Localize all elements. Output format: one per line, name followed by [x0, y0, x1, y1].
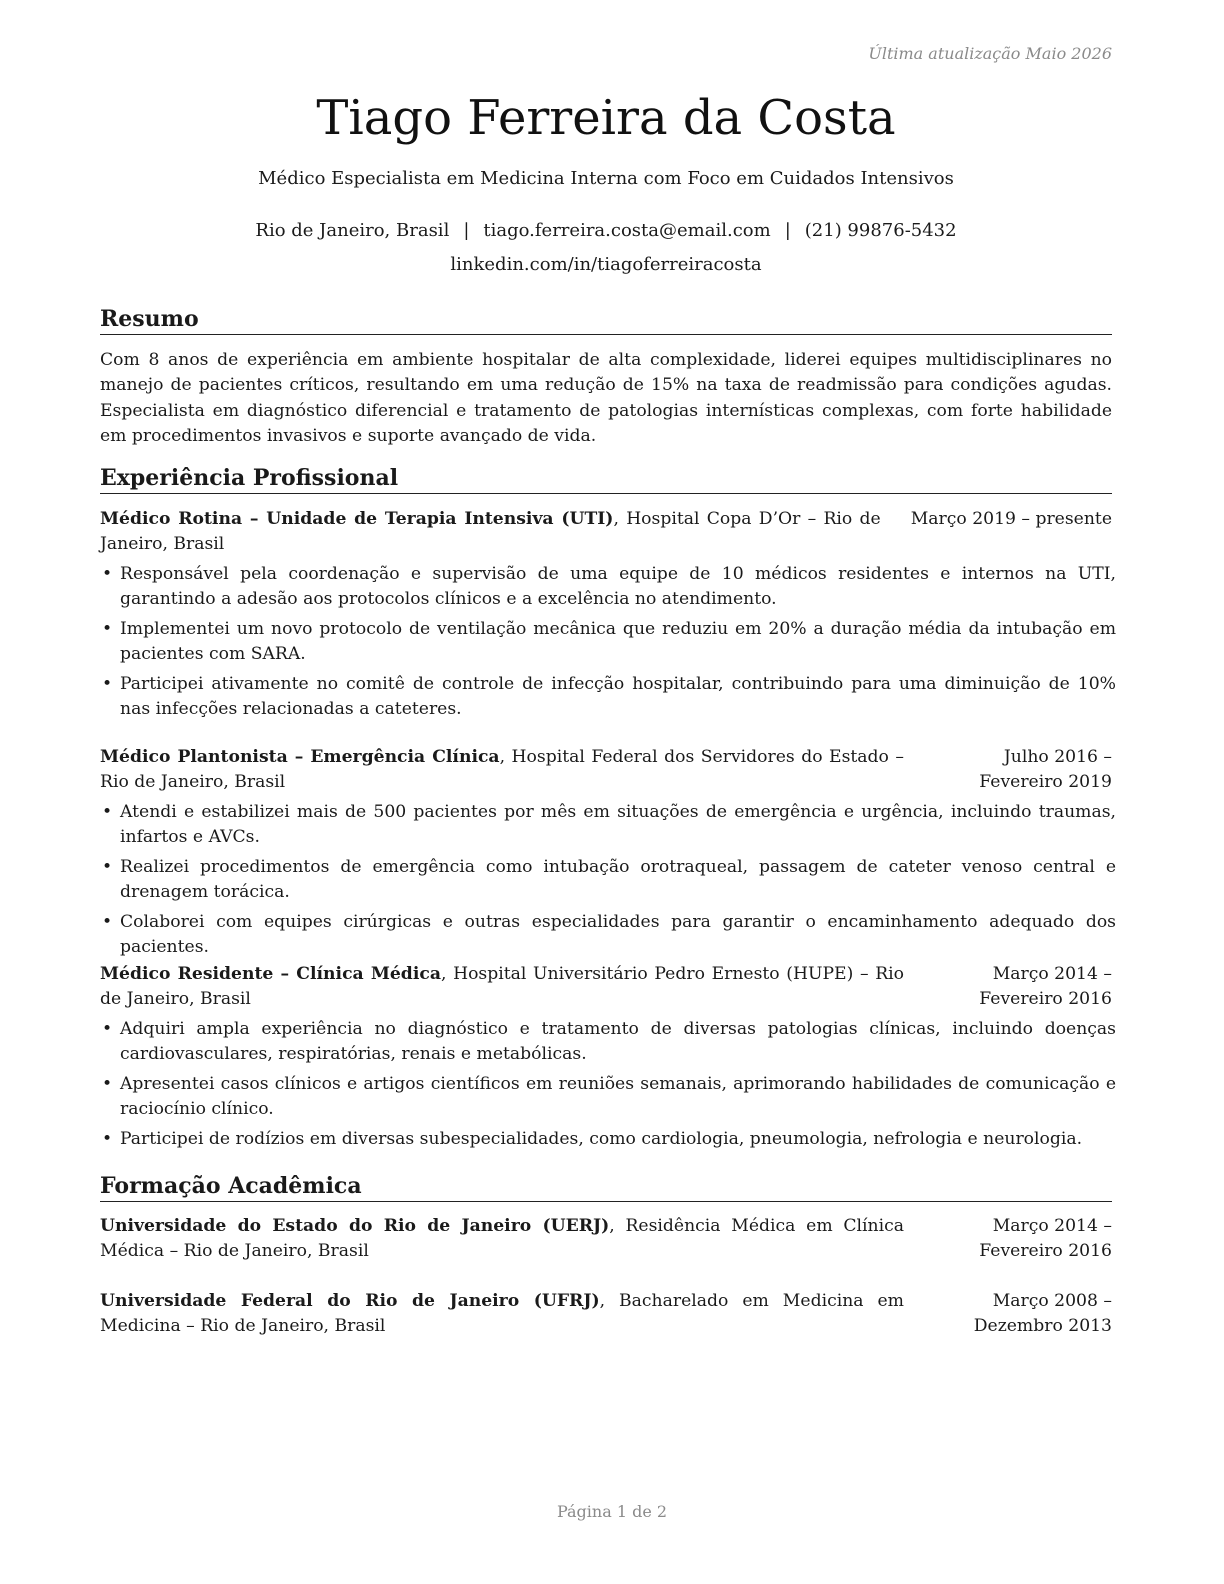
entry-title: [100, 1289, 934, 1339]
bullet-text: Colaborei com equipes cirúrgicas e outras especialidades para garantir o encaminhamento adequado dos pacientes.: [120, 912, 1116, 957]
bullet-list: [100, 1017, 1116, 1152]
bullet-text: Apresentei casos clínicos e artigos científicos em reuniões semanais, aprimorando habilidades de comunicação e raciocínio clínico.: [120, 1074, 1116, 1119]
job-place: , Hospital Federal dos Servidores do Estado – Rio de Janeiro, Brasil: [100, 747, 904, 792]
entry-title: [100, 507, 911, 557]
education-entry: [100, 1214, 1112, 1264]
entry-title: [100, 1214, 934, 1264]
bullet-text: Adquiri ampla experiência no diagnóstico e tratamento de diversas patologias clínicas, incluindo doenças cardiovasculares, respiratórias, renais e metabólicas.: [120, 1019, 1116, 1064]
job-role: Médico Residente – Clínica Médica: [100, 964, 441, 984]
bullet-text: Atendi e estabilizei mais de 500 pacientes por mês em situações de emergência e urgência, incluindo traumas, infartos e AVCs.: [120, 802, 1116, 847]
job-dates: Julho 2016 – Fevereiro 2019: [979, 747, 1112, 792]
bullet-item: [100, 1072, 1116, 1122]
entry-header: [100, 507, 1112, 557]
bullet-dot: •: [102, 674, 113, 694]
location: Rio de Janeiro, Brasil: [255, 220, 450, 241]
bullet-item: [100, 562, 1116, 612]
school-name: Universidade do Estado do Rio de Janeiro (UERJ): [100, 1216, 610, 1236]
bullet-item: [100, 1127, 1116, 1152]
bullet-text: Implementei um novo protocolo de ventilação mecânica que reduziu em 20% a duração média da intubação em pacientes com SARA.: [120, 619, 1116, 664]
education-dates: Março 2008 – Dezembro 2013: [973, 1291, 1112, 1336]
bullet-item: [100, 1017, 1116, 1067]
headline: Médico Especialista em Medicina Interna com Foco em Cuidados Intensivos: [258, 168, 954, 189]
bullet-item: [100, 910, 1116, 960]
job-place: , Hospital Universitário Pedro Ernesto (HUPE) – Rio de Janeiro, Brasil: [100, 964, 904, 1009]
phone: (21) 99876-5432: [804, 220, 957, 241]
section-title-education: Formação Acadêmica: [100, 1172, 1112, 1202]
degree-detail: , Residência Médica em Clínica Médica – Rio de Janeiro, Brasil: [100, 1216, 904, 1261]
entry-header: [100, 962, 1112, 1012]
section-title-summary: Resumo: [100, 305, 1112, 335]
bullet-dot: •: [102, 912, 113, 932]
separator: |: [463, 220, 470, 241]
email-link[interactable]: tiago.ferreira.costa@email.com: [483, 220, 771, 241]
school-name: Universidade Federal do Rio de Janeiro (UFRJ): [100, 1291, 600, 1311]
experience-entry: [100, 962, 1116, 1157]
separator: |: [784, 220, 791, 241]
education-dates: Março 2014 – Fevereiro 2016: [979, 1216, 1112, 1261]
bullet-item: [100, 855, 1116, 905]
education-entry: [100, 1289, 1112, 1339]
bullet-dot: •: [102, 857, 113, 877]
bullet-text: Participei ativamente no comitê de controle de infecção hospitalar, contribuindo para uma diminuição de 10% nas infecções relacionadas a cateteres.: [120, 674, 1116, 719]
experience-entry: [100, 507, 1116, 727]
bullet-text: Participei de rodízios em diversas subespecialidades, como cardiologia, pneumologia, nefrologia e neurologia.: [120, 1129, 1083, 1149]
section-title-experience: Experiência Profissional: [100, 464, 1112, 494]
experience-entry: [100, 745, 1116, 965]
bullet-dot: •: [102, 1129, 113, 1149]
bullet-dot: •: [102, 1019, 113, 1039]
job-role: Médico Plantonista – Emergência Clínica: [100, 747, 500, 767]
linkedin-link[interactable]: linkedin.com/in/tiagoferreiracosta: [450, 254, 762, 275]
bullet-text: Responsável pela coordenação e supervisão de uma equipe de 10 médicos residentes e internos na UTI, garantindo a adesão aos protocolos clínicos e a excelência no atendimento.: [120, 564, 1116, 609]
job-dates: Março 2019 – presente: [910, 509, 1112, 529]
job-dates: Março 2014 – Fevereiro 2016: [979, 964, 1112, 1009]
degree-detail: , Bacharelado em Medicina em Medicina – Rio de Janeiro, Brasil: [100, 1291, 904, 1336]
entry-header: [100, 1214, 1112, 1264]
last-updated: Última atualização Maio 2026: [868, 44, 1112, 63]
bullet-dot: •: [102, 619, 113, 639]
bullet-item: [100, 672, 1116, 722]
entry-title: [100, 962, 934, 1012]
bullet-item: [100, 800, 1116, 850]
contact-line: [100, 219, 1112, 243]
bullet-dot: •: [102, 1074, 113, 1094]
entry-title: [100, 745, 934, 795]
bullet-dot: •: [102, 564, 113, 584]
bullet-dot: •: [102, 802, 113, 822]
bullet-text: Realizei procedimentos de emergência como intubação orotraqueal, passagem de cateter venoso central e drenagem torácica.: [120, 857, 1116, 902]
bullet-item: [100, 617, 1116, 667]
entry-header: [100, 1289, 1112, 1339]
bullet-list: [100, 800, 1116, 960]
job-role: Médico Rotina – Unidade de Terapia Intensiva (UTI): [100, 509, 614, 529]
bullet-list: [100, 562, 1116, 722]
summary-text: Com 8 anos de experiência em ambiente hospitalar de alta complexidade, liderei equipes multidisciplinares no manejo de pacientes críticos, resultando em uma redução de 15% na taxa de readmissão para condições agudas. Especialista em diagnóstico diferencial e tratamento de patologias internísticas complexas, com forte habilidade em procedimentos invasivos e suporte avançado de vida.: [100, 350, 1112, 446]
entry-header: [100, 745, 1112, 795]
candidate-name: Tiago Ferreira da Costa: [316, 90, 896, 146]
job-place: , Hospital Copa D’Or – Rio de Janeiro, Brasil: [100, 509, 881, 554]
page-number: Página 1 de 2: [556, 1502, 668, 1521]
